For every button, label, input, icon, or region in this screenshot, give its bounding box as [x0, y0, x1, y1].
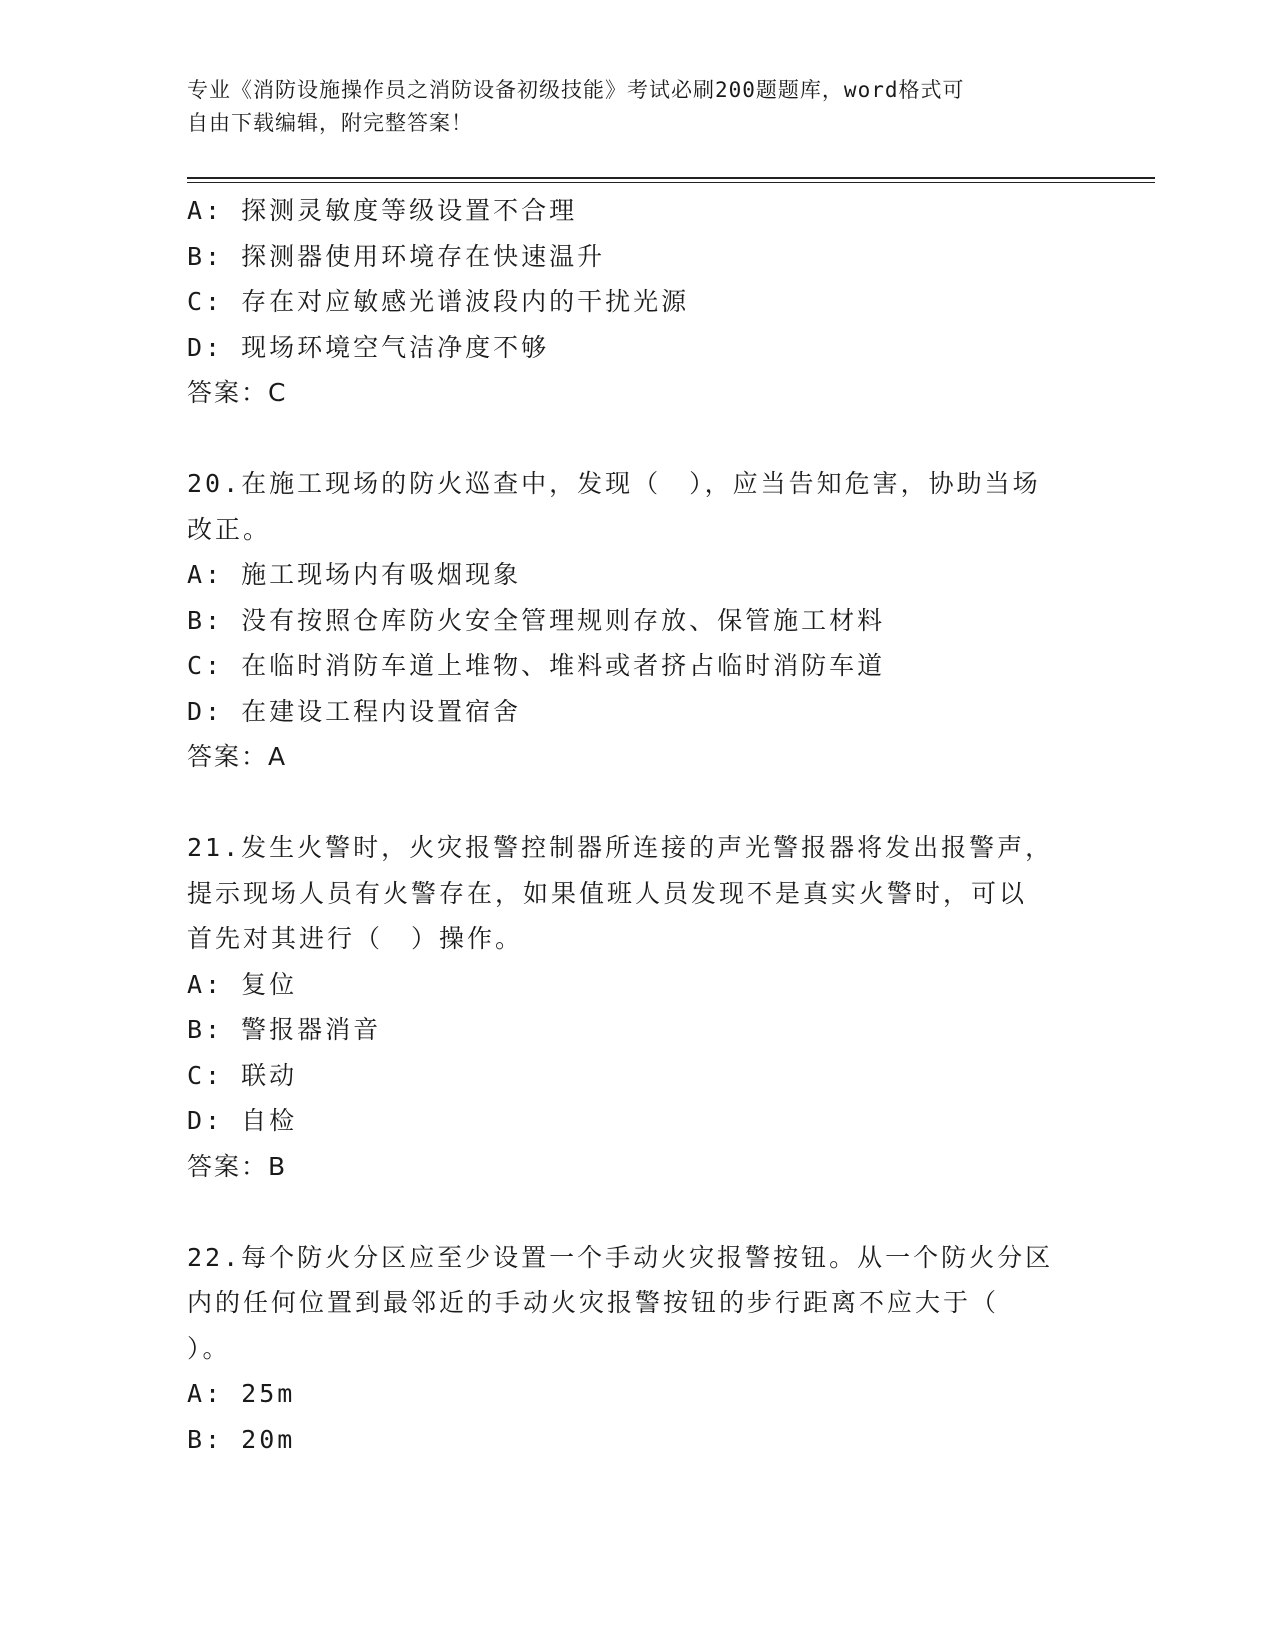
- question-text-line: 21.发生火警时，火灾报警控制器所连接的声光警报器将发出报警声，: [187, 833, 1054, 862]
- option-b: B: 探测器使用环境存在快速温升: [187, 241, 606, 271]
- question-text-line: 22.每个防火分区应至少设置一个手动火灾报警按钮。从一个防火分区: [187, 1242, 1054, 1272]
- header-divider-thin: [187, 182, 1155, 183]
- option-d: D: 在建设工程内设置宿舍: [187, 696, 522, 726]
- header-divider-thick: [187, 177, 1155, 179]
- option-a: A: 25m: [187, 1379, 296, 1408]
- option-b: B: 警报器消音: [187, 1015, 382, 1044]
- question-text-line: 20.在施工现场的防火巡查中，发现（ ），应当告知危害，协助当场: [187, 469, 1041, 498]
- option-d: D: 现场环境空气洁净度不够: [187, 332, 550, 362]
- question-text-line: ）。: [187, 1333, 231, 1363]
- spacer: [187, 1189, 1087, 1235]
- answer-line: 答案：A: [187, 742, 288, 771]
- answer-line: 答案：C: [187, 378, 288, 407]
- question-text-line: 内的任何位置到最邻近的手动火灾报警按钮的步行距离不应大于（: [187, 1288, 1000, 1317]
- option-c: C: 在临时消防车道上堆物、堆料或者挤占临时消防车道: [187, 651, 886, 680]
- option-b: B: 20m: [187, 1424, 296, 1454]
- header-line-1: 专业《消防设施操作员之消防设备初级技能》考试必刷200题题库，word格式可: [187, 78, 965, 102]
- option-c: C: 联动: [187, 1060, 298, 1090]
- question-block-22: [187, 1235, 1087, 1463]
- option-d: D: 自检: [187, 1106, 298, 1135]
- document-header: [187, 74, 1067, 140]
- question-block-21: [187, 825, 1087, 1189]
- question-block-19: [187, 188, 1087, 416]
- spacer: [187, 416, 1087, 462]
- option-c: C: 存在对应敏感光谱波段内的干扰光源: [187, 287, 690, 316]
- spacer: [187, 780, 1087, 826]
- option-a: A: 施工现场内有吸烟现象: [187, 560, 522, 589]
- question-list: [187, 188, 1087, 1462]
- option-b: B: 没有按照仓库防火安全管理规则存放、保管施工材料: [187, 605, 886, 635]
- question-block-20: [187, 461, 1087, 780]
- question-text-line: 首先对其进行（ ）操作。: [187, 924, 524, 953]
- question-text-line: 提示现场人员有火警存在，如果值班人员发现不是真实火警时，可以: [187, 878, 1028, 908]
- option-a: A: 复位: [187, 969, 298, 999]
- answer-line: 答案：B: [187, 1151, 288, 1181]
- option-a: A: 探测灵敏度等级设置不合理: [187, 196, 578, 225]
- question-text-line: 改正。: [187, 514, 272, 544]
- header-line-2: 自由下载编辑，附完整答案！: [187, 111, 473, 135]
